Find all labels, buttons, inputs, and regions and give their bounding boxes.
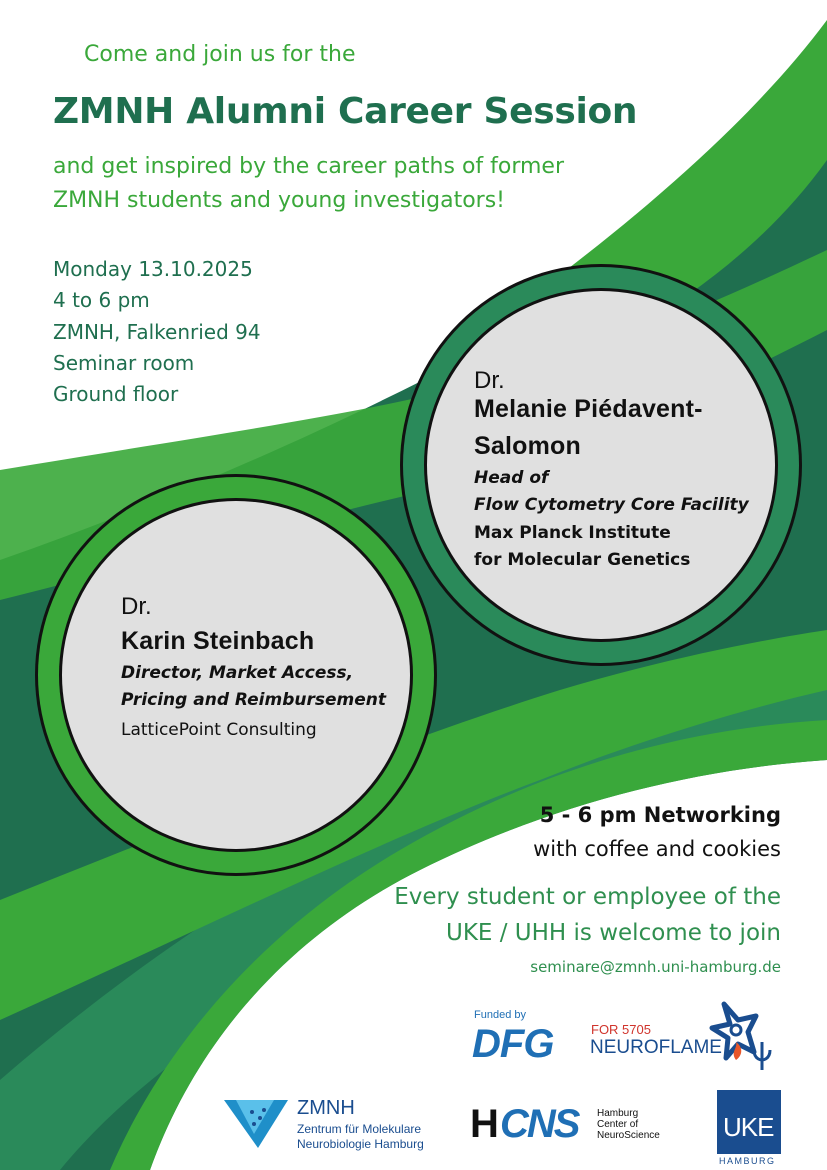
speaker-2-name: Karin Steinbach (121, 627, 315, 655)
event-time: 4 to 6 pm (53, 288, 150, 312)
event-date: Monday 13.10.2025 (53, 257, 253, 281)
zmnh-logo-line-1: Zentrum für Molekulare (297, 1122, 422, 1136)
intro-text: Come and join us for the (84, 42, 356, 67)
hcns-logo-cns: CNS (500, 1102, 579, 1146)
event-room: Seminar room (53, 351, 195, 375)
speaker-2-role-line-2: Pricing and Reimbursement (121, 690, 386, 710)
hcns-logo-h: H (470, 1102, 498, 1146)
event-location: ZMNH, Falkenried 94 (53, 320, 261, 344)
speaker-2-org: LatticePoint Consulting (121, 720, 317, 740)
subtitle-line-2: ZMNH students and young investigators! (53, 188, 505, 213)
speaker-1-role-line-2: Flow Cytometry Core Facility (474, 495, 749, 515)
event-floor: Ground floor (53, 382, 179, 406)
hcns-logo-line-3: NeuroScience (597, 1130, 660, 1141)
uke-logo-text: UKE (723, 1112, 774, 1142)
zmnh-logo-line-2: Neurobiologie Hamburg (297, 1137, 424, 1151)
networking-subtitle: with coffee and cookies (533, 837, 781, 861)
uke-logo-subtext: HAMBURG (719, 1156, 776, 1166)
zmnh-logo-icon (224, 1098, 288, 1150)
speaker-1-name-line-2: Salomon (474, 432, 581, 460)
welcome-line-1: Every student or employee of the (394, 884, 781, 910)
for-number: FOR 5705 (591, 1022, 651, 1037)
neuroflame-neuron-icon (704, 998, 782, 1076)
hcns-logo-line-2: Center of (597, 1119, 639, 1130)
hcns-logo-line-1: Hamburg (597, 1108, 639, 1119)
speaker-1-org-line-1: Max Planck Institute (474, 523, 671, 543)
contact-email[interactable]: seminare@zmnh.uni-hamburg.de (530, 958, 781, 976)
speaker-1-org-line-2: for Molecular Genetics (474, 550, 691, 570)
uke-logo (717, 1090, 781, 1154)
zmnh-logo-text: ZMNH (297, 1097, 355, 1119)
speaker-1-role-line-1: Head of (474, 468, 549, 488)
speaker-2-role-line-1: Director, Market Access, (121, 663, 354, 683)
speaker-2-title: Dr. (121, 593, 152, 620)
page-title: ZMNH Alumni Career Session (53, 91, 638, 132)
welcome-line-2: UKE / UHH is welcome to join (445, 920, 781, 946)
speaker-1-title: Dr. (474, 367, 505, 394)
subtitle-line-1: and get inspired by the career paths of former (53, 154, 565, 179)
dfg-funded-by: Funded by (474, 1009, 526, 1021)
dfg-logo: DFG (472, 1022, 554, 1066)
speaker-circle-1 (398, 262, 804, 668)
neuroflame-logo-text: NEUROFLAME (590, 1037, 722, 1058)
speaker-1-name-line-1: Melanie Piédavent- (474, 395, 703, 423)
networking-title: 5 - 6 pm Networking (539, 803, 781, 827)
